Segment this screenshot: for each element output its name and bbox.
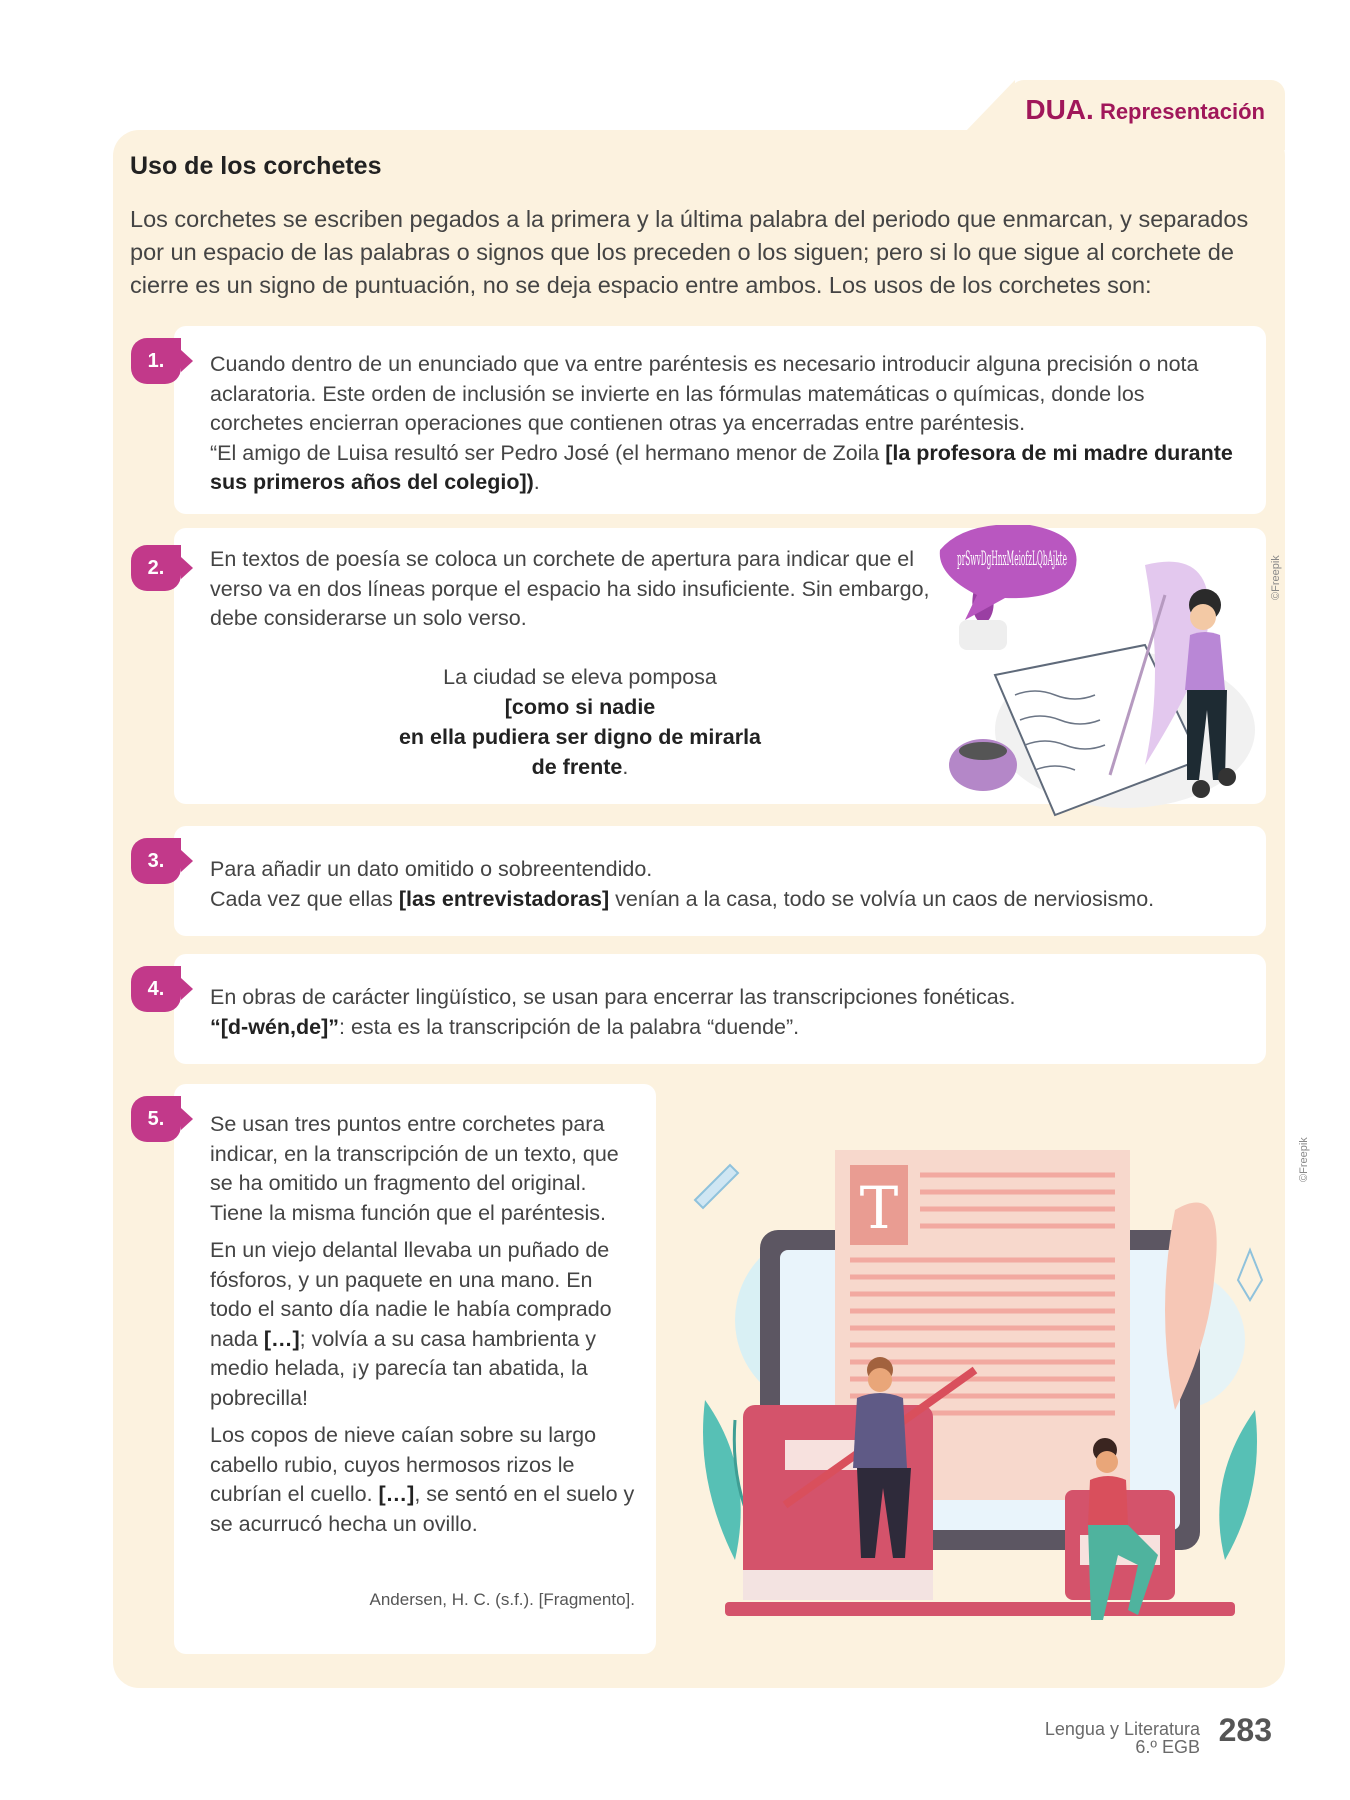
number-badge-3: 3. bbox=[131, 838, 181, 884]
page-number: 283 bbox=[1218, 1712, 1272, 1748]
number-badge-4: 4. bbox=[131, 966, 181, 1012]
card-3-text: Para añadir un dato omitido o sobreentendido. Cada vez que ellas [las entrevistadoras] venían a la casa, todo se volvía un caos de nerviosismo. bbox=[210, 857, 1155, 911]
editor-illustration bbox=[675, 1150, 1285, 1630]
number-badge-2: 2. bbox=[131, 545, 181, 591]
section-intro: Los corchetes se escriben pegados a la primera y la última palabra del periodo que enmarcan, y separados por un espacio de las palabras o signos que los preceden o los siguen; pero si lo que sigue al corchete de cierre es un signo de puntuación, no se deja espacio entre ambos. Los usos de los corchetes son: bbox=[130, 206, 1249, 298]
poem: La ciudad se eleva pomposa [como si nadie en ella pudiera ser digno de mirarla de frente. bbox=[398, 665, 762, 779]
dua-label: DUA. Representación bbox=[1025, 94, 1265, 125]
bubble-letters: prSwvDgHnxMeiofzLQbAjkte bbox=[957, 546, 1067, 570]
tab-slant bbox=[965, 80, 1015, 132]
citation: Andersen, H. C. (s.f.). [Fragmento]. bbox=[369, 1590, 635, 1609]
card-4-text: En obras de carácter lingüístico, se usan para encerrar las transcripciones fonéticas. “[d-wén,de]”: esta es la transcripción de la palabra “duende”. bbox=[210, 985, 1016, 1039]
section-title: Uso de los corchetes bbox=[130, 152, 382, 180]
card-1-text: Cuando dentro de un enunciado que va entre paréntesis es necesario introducir alguna precisión o nota aclaratoria. Este orden de inclusión se invierte en las fórmulas matemáticas o químicas, donde los corchetes encierran operaciones que contienen otras ya encerradas entre paréntesis. “El amigo de Luisa resultó ser Pedro José (el hermano menor de Zoila [la profesora de mi madre durante sus primeros años del colegio]). bbox=[210, 352, 1233, 494]
footer-subject: Lengua y Literatura 6.º EGB bbox=[1044, 1719, 1200, 1757]
number-badge-1: 1. bbox=[131, 338, 181, 384]
credit-1: ©Freepik bbox=[1270, 555, 1282, 600]
writing-illustration bbox=[935, 525, 1265, 835]
card-5-text: Se usan tres puntos entre corchetes para indicar, en la transcripción de un texto, que se ha omitido un fragmento del original. Tiene la misma función que el paréntesis. En un viejo delantal llevaba un puñado de fósforos, y un paquete en una mano. En todo el santo día nadie le había comprado nada […]; volvía a su casa hambrienta y medio helada, ¡y parecía tan abatida, la pobrecilla! Los copos de nieve caían sobre su largo cabello rubio, cuyos hermosos rizos le cubrían el cuello. […], se sentó en el suelo y se acurrucó hecha un ovillo. bbox=[210, 1112, 635, 1536]
doc-letter-icon: T bbox=[859, 1174, 899, 1242]
credit-2: ©Freepik bbox=[1298, 1137, 1310, 1182]
number-badge-5: 5. bbox=[131, 1096, 181, 1142]
card-2-text: En textos de poesía se coloca un corchete de apertura para indicar que el verso va en dos líneas porque el espacio ha sido insuficiente. Sin embargo, debe considerarse un solo verso. bbox=[210, 547, 930, 630]
